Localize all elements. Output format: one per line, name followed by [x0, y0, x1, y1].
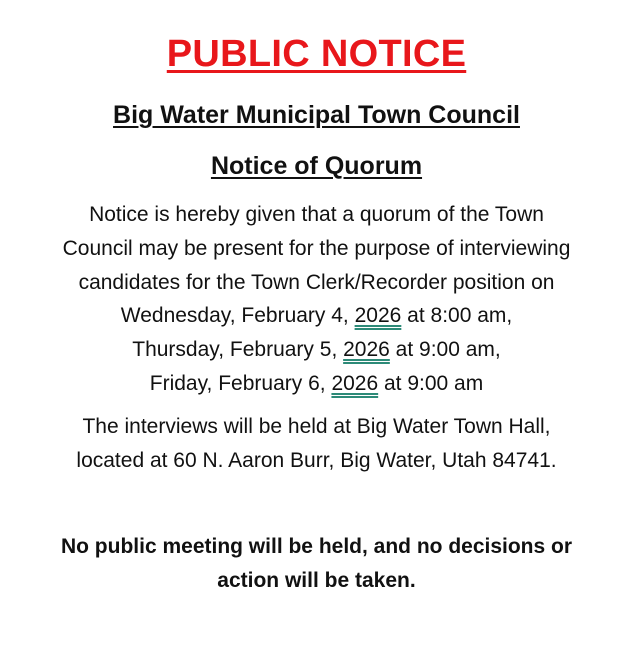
- date-2-text: Thursday, February 5,: [132, 338, 344, 362]
- date-2-time: at 9:00 am,: [389, 338, 501, 362]
- closing-statement: [20, 530, 613, 598]
- date-line-1: [20, 299, 613, 333]
- notice-body: [20, 198, 613, 401]
- location-line-1: The interviews will be held at Big Water Town Hall,: [82, 415, 551, 438]
- date-line-2: [20, 333, 613, 367]
- date-1-text: Wednesday, February 4,: [120, 304, 355, 328]
- closing-line-1: No public meeting will be held, and no decisions or: [60, 535, 573, 558]
- date-3-year: 2026: [331, 371, 379, 395]
- subject-heading: Notice of Quorum: [210, 152, 423, 180]
- date-1-year: 2026: [354, 304, 402, 328]
- organization-heading: Big Water Municipal Town Council: [113, 101, 520, 129]
- date-1-time: at 8:00 am,: [401, 304, 513, 328]
- date-2-year: 2026: [343, 338, 390, 362]
- location-line-2: located at 60 N. Aaron Burr, Big Water, Utah 84741.: [76, 448, 557, 472]
- intro-line-2: Council may be present for the purpose of interviewing: [62, 236, 571, 260]
- notice-title: PUBLIC NOTICE: [166, 33, 467, 75]
- date-line-3: [20, 367, 613, 401]
- location-paragraph: [20, 410, 613, 478]
- date-3-time: at 9:00 am: [378, 371, 484, 395]
- intro-line-3: candidates for the Town Clerk/Recorder position on: [78, 270, 555, 294]
- closing-line-2: action will be taken.: [217, 569, 416, 592]
- intro-line-1: Notice is hereby given that a quorum of the Town: [89, 203, 544, 226]
- date-3-text: Friday, February 6,: [149, 371, 332, 395]
